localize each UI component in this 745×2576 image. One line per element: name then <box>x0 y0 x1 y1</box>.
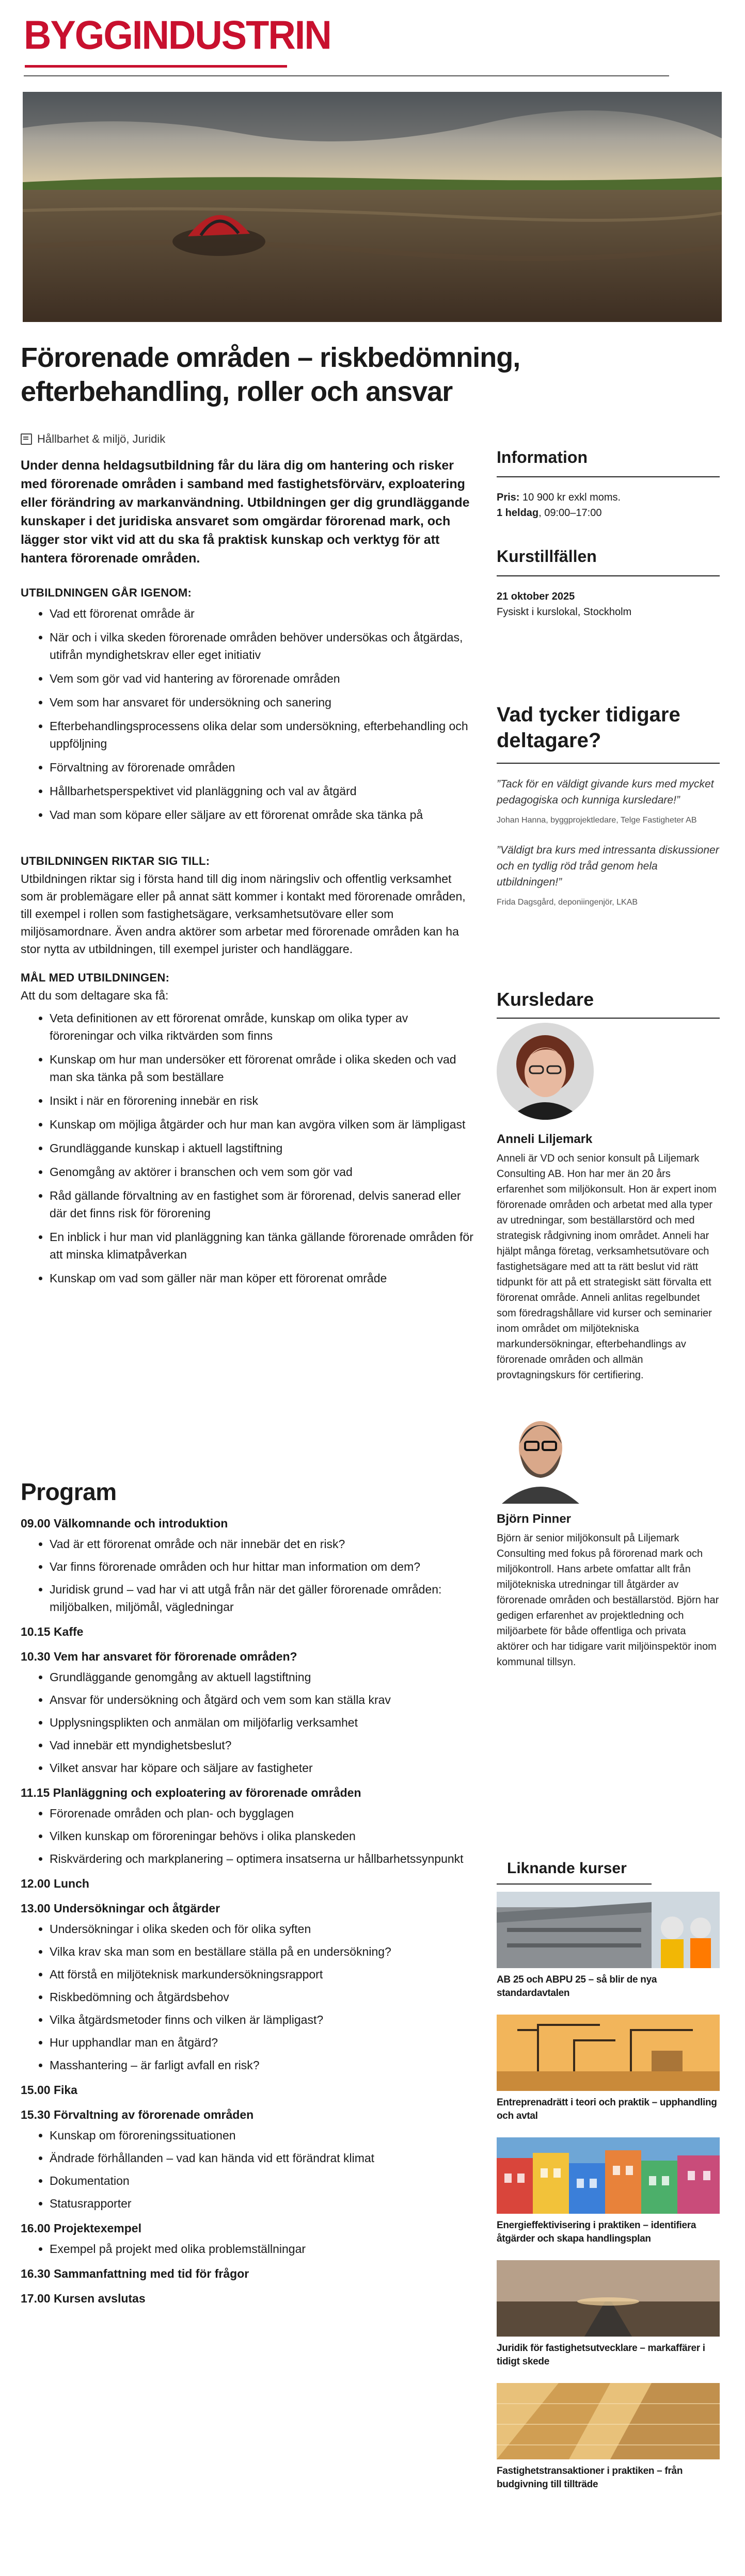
list-item: • Efterbehandlingsprocessens olika delar som undersökning, efterbehandling och uppföljning <box>50 717 475 752</box>
list-item: • Ansvar för undersökning och åtgärd och vem som kan ställa krav <box>50 1691 485 1709</box>
feedback-rule <box>497 763 720 764</box>
category-line <box>21 432 165 446</box>
audience-text: Utbildningen riktar sig i första hand till dig inom näringsliv och offentlig verksamhet som är problemägare eller på annat sätt kommer i kontakt med förorenade områden, till exempel i rollen som fastighetsägare, verksamhetsutövare eller som miljösamordnare. Även andra aktörer som arbetar med förorenade områden kan ha stor nytta av utbildningen, till exempel jurister och handläggare. <box>21 872 466 956</box>
program-items <box>21 1535 485 1616</box>
list-item: • Riskbedömning och åtgärdsbehov <box>50 1988 485 2006</box>
list-item: • Vad ett förorenat område är <box>50 605 475 622</box>
glass-buildings-image <box>497 2383 720 2459</box>
logo-underline <box>25 65 287 68</box>
program-time-heading: 17.00 Kursen avslutas <box>21 2292 146 2305</box>
topics-heading: UTBILDNINGEN GÅR IGENOM: <box>21 586 192 599</box>
page-title: Förorenade områden – riskbedömning, efterbehandling, roller och ansvar <box>21 342 520 407</box>
program-items <box>21 1668 485 1777</box>
list-item: • Hållbarhetsperspektivet vid planläggning och val av åtgärd <box>50 782 475 800</box>
list-item: • Råd gällande förvaltning av en fastighet som är förorenad, delvis sanerad eller där det finns risk för förorening <box>50 1187 475 1222</box>
info-heading: Information <box>497 448 588 466</box>
program-time-heading: 15.00 Fika <box>21 2083 77 2097</box>
similar-course-title[interactable]: Entreprenadrätt i teori och praktik – upphandling och avtal <box>497 2097 717 2121</box>
list-item: • Grundläggande kunskap i aktuell lagstiftning <box>50 1139 475 1157</box>
testimonial-quote: ”Väldigt bra kurs med intressanta diskussioner och en tydlig röd tråd genom hela utbildningen!” <box>497 844 719 888</box>
similar-course-title[interactable]: Juridik för fastighetsutvecklare – markaffärer i tidigt skede <box>497 2343 705 2367</box>
leader-name: Anneli Liljemark <box>497 1132 593 1146</box>
leader-photo-bjorn <box>497 1408 584 1504</box>
similar-rule <box>497 1883 652 1885</box>
list-item: • Vilken kunskap om föroreningar behövs i olika planskeden <box>50 1827 485 1845</box>
similar-course-card[interactable] <box>497 2383 720 2491</box>
similar-course-image[interactable] <box>497 2260 720 2337</box>
list-item: • Exempel på projekt med olika problemställningar <box>50 2240 485 2258</box>
similar-course-card[interactable] <box>497 2137 720 2246</box>
list-item: • Vad man som köpare eller säljare av ett förorenat område ska tänka på <box>50 806 475 824</box>
program-items <box>21 2127 485 2212</box>
leader-bio: Björn är senior miljökonsult på Liljemark Consulting med fokus på förorenad mark och miljökontroll. Hans arbete omfattar allt från miljötekniska utredningar till åtgärder av förorenade områden och beställarstöd. Björn har gedigen erfarenhet av projektledning och miljöarbete för både offentliga och privata aktörer och har tidigare varit miljöinspektör inom kommunal tillsyn. <box>497 1533 719 1668</box>
program-block <box>21 2219 485 2258</box>
list-item: • Vilka krav ska man som en beställare ställa på en undersökning? <box>50 1943 485 1960</box>
dates-box <box>497 547 720 620</box>
hero-image <box>23 92 722 322</box>
program-time-heading: 16.30 Sammanfattning med tid för frågor <box>21 2267 249 2280</box>
price-line <box>497 490 720 505</box>
hero-illustration <box>23 92 722 322</box>
program-block <box>21 1784 485 1867</box>
header-divider <box>24 75 669 76</box>
program-time-heading: 13.00 Undersökningar och åtgärder <box>21 1902 220 1915</box>
list-item: • Att förstå en miljöteknisk markundersökningsrapport <box>50 1966 485 1983</box>
list-item: • Ändrade förhållanden – vad kan hända vid ett förändrat klimat <box>50 2149 485 2167</box>
list-item: • En inblick i hur man vid planläggning kan tänka gällande förorenade områden för att minska klimatpåverkan <box>50 1228 475 1263</box>
program-time-heading: 11.15 Planläggning och exploatering av förorenade områden <box>21 1786 361 1799</box>
list-item: • Vad är ett förorenat område och när innebär det en risk? <box>50 1535 485 1553</box>
quotes-list <box>497 776 720 909</box>
list-item: • Juridisk grund – vad har vi att utgå från när det gäller förorenade områden: miljöbalken, miljömål, vägledningar <box>50 1581 485 1616</box>
program-schedule <box>21 1515 485 2314</box>
leaders-box <box>497 989 720 1670</box>
list-item: • Förvaltning av förorenade områden <box>50 759 475 776</box>
category-text[interactable]: Hållbarhet & miljö, Juridik <box>37 432 166 445</box>
list-item: • Undersökningar i olika skeden och för olika syften <box>50 1920 485 1938</box>
program-block <box>21 1899 485 2074</box>
program-block <box>21 2265 485 2282</box>
goals-list <box>21 1009 475 1287</box>
leader-photo-anneli <box>497 1023 594 1120</box>
program-heading: Program <box>21 1478 117 1505</box>
construction-image <box>497 1892 720 1968</box>
feedback-heading: Vad tycker tidigare deltagare? <box>497 703 680 752</box>
similar-course-title[interactable]: AB 25 och ABPU 25 – så blir de nya standardavtalen <box>497 1974 657 1999</box>
program-items <box>21 1920 485 2074</box>
price-value: 10 900 kr exkl moms. <box>522 492 621 503</box>
list-item: • Vad innebär ett myndighetsbeslut? <box>50 1736 485 1754</box>
testimonial-source: Johan Hanna, byggprojektledare, Telge Fastigheter AB <box>497 816 697 825</box>
list-item: • Upplysningsplikten och anmälan om miljöfarlig verksamhet <box>50 1714 485 1731</box>
program-block <box>21 1515 485 1616</box>
program-time-heading: 10.15 Kaffe <box>21 1625 84 1638</box>
similar-heading: Liknande kurser <box>507 1860 627 1877</box>
program-time-heading: 12.00 Lunch <box>21 1877 89 1890</box>
list-item: • Masshantering – är farligt avfall en risk? <box>50 2056 485 2074</box>
audience-heading: UTBILDNINGEN RIKTAR SIG TILL: <box>21 855 210 867</box>
duration-value: , 09:00–17:00 <box>538 507 602 519</box>
list-item: • Vilket ansvar har köpare och säljare av fastigheter <box>50 1759 485 1777</box>
program-time-heading: 09.00 Välkomnande och introduktion <box>21 1517 228 1530</box>
program-time-heading: 16.00 Projektexempel <box>21 2221 141 2235</box>
list-item: • Statusrapporter <box>50 2195 485 2212</box>
similar-course-card[interactable] <box>497 2260 720 2369</box>
duration-label: 1 heldag <box>497 507 539 519</box>
list-item: • Genomgång av aktörer i branschen och vem som gör vad <box>50 1163 475 1181</box>
list-item: • Vem som har ansvaret för undersökning och sanering <box>50 694 475 711</box>
leaders-rule <box>497 1018 720 1019</box>
program-block <box>21 1875 485 1892</box>
program-items <box>21 1805 485 1867</box>
site-header <box>24 14 669 56</box>
testimonial-quote: ”Tack för en väldigt givande kurs med mycket pedagogiska och kunniga kursledare!” <box>497 778 714 806</box>
list-item: • Vilka åtgärdsmetoder finns och vilken är lämpligast? <box>50 2011 485 2028</box>
list-item: • Grundläggande genomgång av aktuell lagstiftning <box>50 1668 485 1686</box>
list-item: • Kunskap om möjliga åtgärder och hur man kan avgöra vilken som är lämpligast <box>50 1116 475 1133</box>
program-items <box>21 2240 485 2258</box>
program-block <box>21 1648 485 1777</box>
goals-intro: Att du som deltagare ska få: <box>21 989 169 1002</box>
program-block <box>21 2106 485 2212</box>
list-item: • Riskvärdering och markplanering – optimera insatserna ur hållbarhetssynpunkt <box>50 1850 485 1867</box>
course-location: Fysiskt i kurslokal, Stockholm <box>497 606 632 618</box>
similar-course-image[interactable] <box>497 2383 720 2459</box>
similar-course-image[interactable] <box>497 1892 720 1968</box>
avatar <box>497 1023 594 1120</box>
program-time-heading: 15.30 Förvaltning av förorenade områden <box>21 2108 254 2121</box>
list-item: • Hur upphandlar man en åtgärd? <box>50 2034 485 2051</box>
info-rule <box>497 476 720 477</box>
list-item: • Förorenade områden och plan- och bygglagen <box>50 1805 485 1822</box>
similar-course-card[interactable] <box>497 2015 720 2123</box>
lead-paragraph: Under denna heldagsutbildning får du lära dig om hantering och risker med förorenade områden i samband med fastighetsförvärv, exploatering eller förändring av markanvändning. Utbildningen ger dig grundläggande kunskaper i det juridiska ansvaret som omgärdar förorenad mark, och lägger stor vikt vid att du ska få praktisk kunskap och verktyg för att hantera förorenade områden. <box>21 458 470 566</box>
similar-courses <box>497 1860 720 2506</box>
list-item: • Kunskap om hur man undersöker ett förorenat område i olika skeden och vad man ska tänka på som beställare <box>50 1051 475 1086</box>
cranes-image <box>497 2015 720 2091</box>
testimonial-source: Frida Dagsgård, deponiingenjör, LKAB <box>497 898 638 907</box>
similar-course-title[interactable]: Fastighetstransaktioner i praktiken – från budgivning till tillträde <box>497 2466 683 2490</box>
similar-course-image[interactable] <box>497 2137 720 2214</box>
list-item: • Kunskap om vad som gäller när man köper ett förorenat område <box>50 1269 475 1287</box>
feedback-box <box>497 702 720 924</box>
topics-list <box>21 605 475 824</box>
list-item: • Insikt i när en förorening innebär en risk <box>50 1092 475 1109</box>
main-content <box>21 456 475 1293</box>
similar-course-title[interactable]: Energieffektivisering i praktiken – identifiera åtgärder och skapa handlingsplan <box>497 2220 696 2244</box>
avatar <box>497 1408 584 1504</box>
program-block <box>21 2290 485 2307</box>
list-item: • Vem som gör vad vid hantering av förorenade områden <box>50 670 475 687</box>
road-landscape-image <box>497 2260 720 2337</box>
brand-logo[interactable]: BYGGINDUSTRIN <box>24 12 331 58</box>
program-block <box>21 2081 485 2099</box>
leader-bio: Anneli är VD och senior konsult på Liljemark Consulting AB. Hon har mer än 20 års erfarenhet som miljökonsult. Hon är expert inom förorenade områden och arbetat med alla typer av utredningar, som beställarstörd och med strategisk rådgivning inom området. Anneli har hjälpt många företag, verksamhetsutövare och fastighetsägare med att ta rätt beslut vid rätt tidpunkt för att på ett strategiskt sätt förvalta ett förorenat område. Anneli anlitas regelbundet som föredragshållare vid kurser och seminarier inom området om miljötekniska markundersökningar, efterbehandlings av förorenade områden och allmän provtagningskurs för certifiering. <box>497 1153 717 1381</box>
course-date[interactable]: 21 oktober 2025 <box>497 591 575 602</box>
duration-line <box>497 505 720 521</box>
list-item: • När och i vilka skeden förorenade områden behöver undersökas och åtgärdas, utifrån myndighetskrav eller eget initiativ <box>50 629 475 664</box>
dates-rule <box>497 575 720 576</box>
category-icon <box>21 433 32 445</box>
price-label: Pris: <box>497 492 520 503</box>
dates-heading: Kurstillfällen <box>497 547 597 566</box>
colorful-houses-image <box>497 2137 720 2214</box>
similar-course-image[interactable] <box>497 2015 720 2091</box>
similar-course-card[interactable] <box>497 1892 720 2000</box>
list-item: • Dokumentation <box>50 2172 485 2189</box>
leader-name: Björn Pinner <box>497 1512 572 1526</box>
list-item: • Kunskap om föroreningssituationen <box>50 2127 485 2144</box>
list-item: • Veta definitionen av ett förorenat område, kunskap om olika typer av föroreningar och vilka riktvärden som finns <box>50 1009 475 1044</box>
info-box <box>497 448 720 521</box>
goals-heading: MÅL MED UTBILDNINGEN: <box>21 971 170 984</box>
leaders-heading: Kursledare <box>497 989 594 1010</box>
program-block <box>21 1623 485 1640</box>
program-time-heading: 10.30 Vem har ansvaret för förorenade områden? <box>21 1650 297 1663</box>
list-item: • Var finns förorenade områden och hur hittar man information om dem? <box>50 1558 485 1575</box>
